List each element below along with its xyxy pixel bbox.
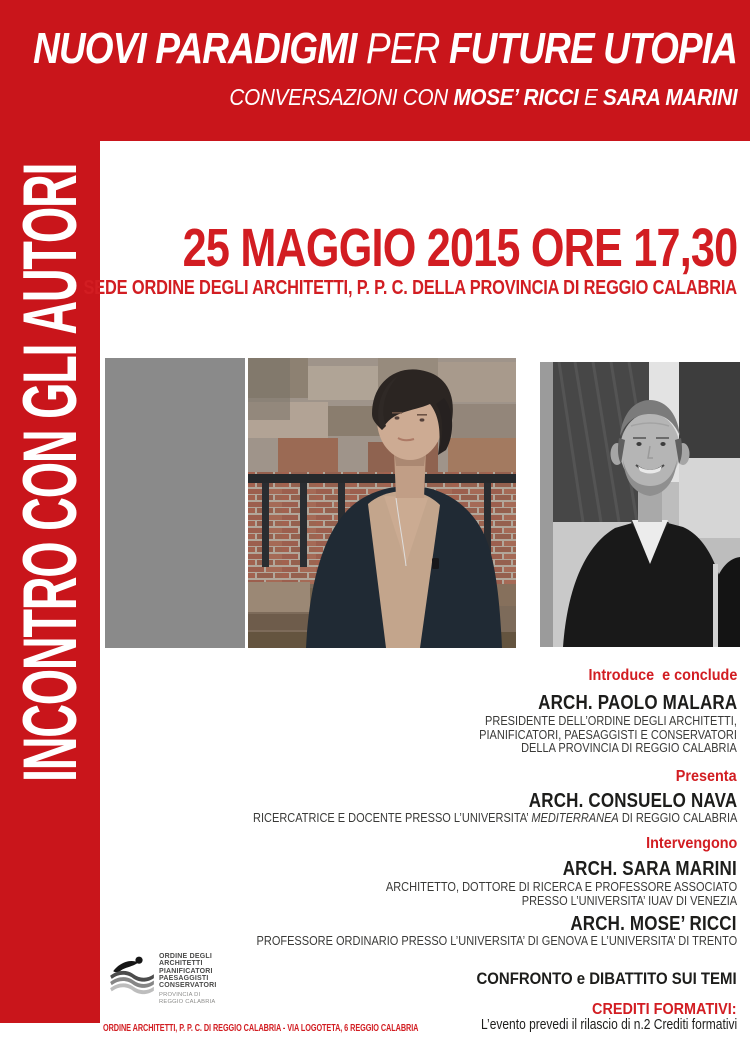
man-portrait-illustration (553, 362, 740, 647)
woman-portrait-illustration (248, 358, 516, 648)
intro-role-line-1: PRESIDENTE DELL’ORDINE DEGLI ARCHITETTI, (485, 714, 737, 728)
event-datetime: 25 MAGGIO 2015 ORE 17,30 (182, 218, 737, 278)
presenta-label: Presenta (676, 768, 737, 785)
footer-address: ORDINE ARCHITETTI, P. P. C. DI REGGIO CALABRIA - VIA LOGOTETA, 6 REGGIO CALABRIA (103, 1023, 419, 1034)
presenta-speaker-name: ARCH. CONSUELO NAVA (528, 790, 737, 812)
speaker2-name: ARCH. MOSE’ RICCI (570, 913, 737, 935)
logo-province-line-1: PROVINCIA DI (159, 992, 201, 999)
order-architects-logo (107, 947, 237, 1007)
logo-org-line-4: PAESAGGISTI (159, 974, 209, 982)
speaker1-role-line-1: ARCHITETTO, DOTTORE DI RICERCA E PROFESSORE ASSOCIATO (385, 880, 737, 894)
intro-role-line-3: DELLA PROVINCIA DI REGGIO CALABRIA (521, 741, 737, 756)
event-venue: SEDE ORDINE DEGLI ARCHITETTI, P. P. C. DELLA PROVINCIA DI REGGIO CALABRIA (83, 277, 737, 299)
logo-org-line-1: ORDINE DEGLI (159, 953, 212, 960)
speaker1-role (386, 881, 737, 908)
banner-subtitle-part4: SARA MARINI (602, 84, 737, 110)
logo-org-lines (159, 953, 217, 989)
speaker2-role: PROFESSORE ORDINARIO PRESSO L’UNIVERSITA’ DI GENOVA E L’UNIVERSITA’ DI TRENTO (256, 934, 737, 948)
intervengono-label: Intervengono (645, 835, 737, 852)
logo-org-line-3: PIANIFICATORI (159, 967, 213, 975)
banner-subtitle (229, 84, 737, 111)
logo-province-line-2: REGGIO CALABRIA (159, 998, 216, 1005)
woman-portrait-photo (248, 358, 516, 648)
presenta-role-post: DI REGGIO CALABRIA (621, 811, 737, 825)
header-banner (0, 0, 750, 141)
speaker1-name: ARCH. SARA MARINI (562, 858, 737, 880)
debate-line: CONFRONTO e DIBATTITO SUI TEMI (476, 969, 737, 988)
gray-panel (105, 358, 245, 648)
logo-org-line-2: ARCHITETTI (159, 960, 203, 968)
waves-bird-icon (107, 951, 157, 999)
logo-province-lines (159, 992, 217, 1004)
credits-text: L’evento prevedi il rilascio di n.2 Crediti formativi (480, 1016, 737, 1033)
banner-title-part1: NUOVI PARADIGMI (32, 24, 357, 73)
banner-subtitle-part3: E (583, 84, 598, 110)
banner-title-part3: FUTURE UTOPIA (448, 24, 737, 73)
banner-subtitle-part2: MOSE’ RICCI (453, 84, 579, 110)
logo-org-line-5: CONSERVATORI (159, 982, 217, 990)
intro-speaker-name: ARCH. PAOLO MALARA (537, 692, 737, 714)
photo-divider-strip (540, 362, 553, 647)
vertical-title: INCONTRO CON GLI AUTORI (8, 163, 93, 783)
man-portrait-photo (553, 362, 740, 647)
presenta-role-pre: RICERCATRICE E DOCENTE PRESSO L’UNIVERSITA’ (252, 811, 528, 825)
banner-subtitle-part1: CONVERSAZIONI CON (229, 84, 448, 110)
presenta-speaker-role (253, 812, 737, 826)
banner-title (33, 24, 737, 74)
credits-label: CREDITI FORMATIVI: (592, 1001, 737, 1018)
intro-role-line-2: PIANIFICATORI, PAESAGGISTI E CONSERVATORI (479, 727, 737, 742)
intro-speaker-role (479, 715, 737, 756)
logo-text-block (159, 953, 217, 1005)
speaker1-role-line-2: PRESSO L’UNIVERSITA’ IUAV DI VENEZIA (521, 893, 737, 908)
presenta-role-italic: MEDITERRANEA (530, 811, 619, 825)
intro-label: Introduce e conclude (588, 667, 737, 684)
banner-title-part2: PER (365, 24, 440, 73)
